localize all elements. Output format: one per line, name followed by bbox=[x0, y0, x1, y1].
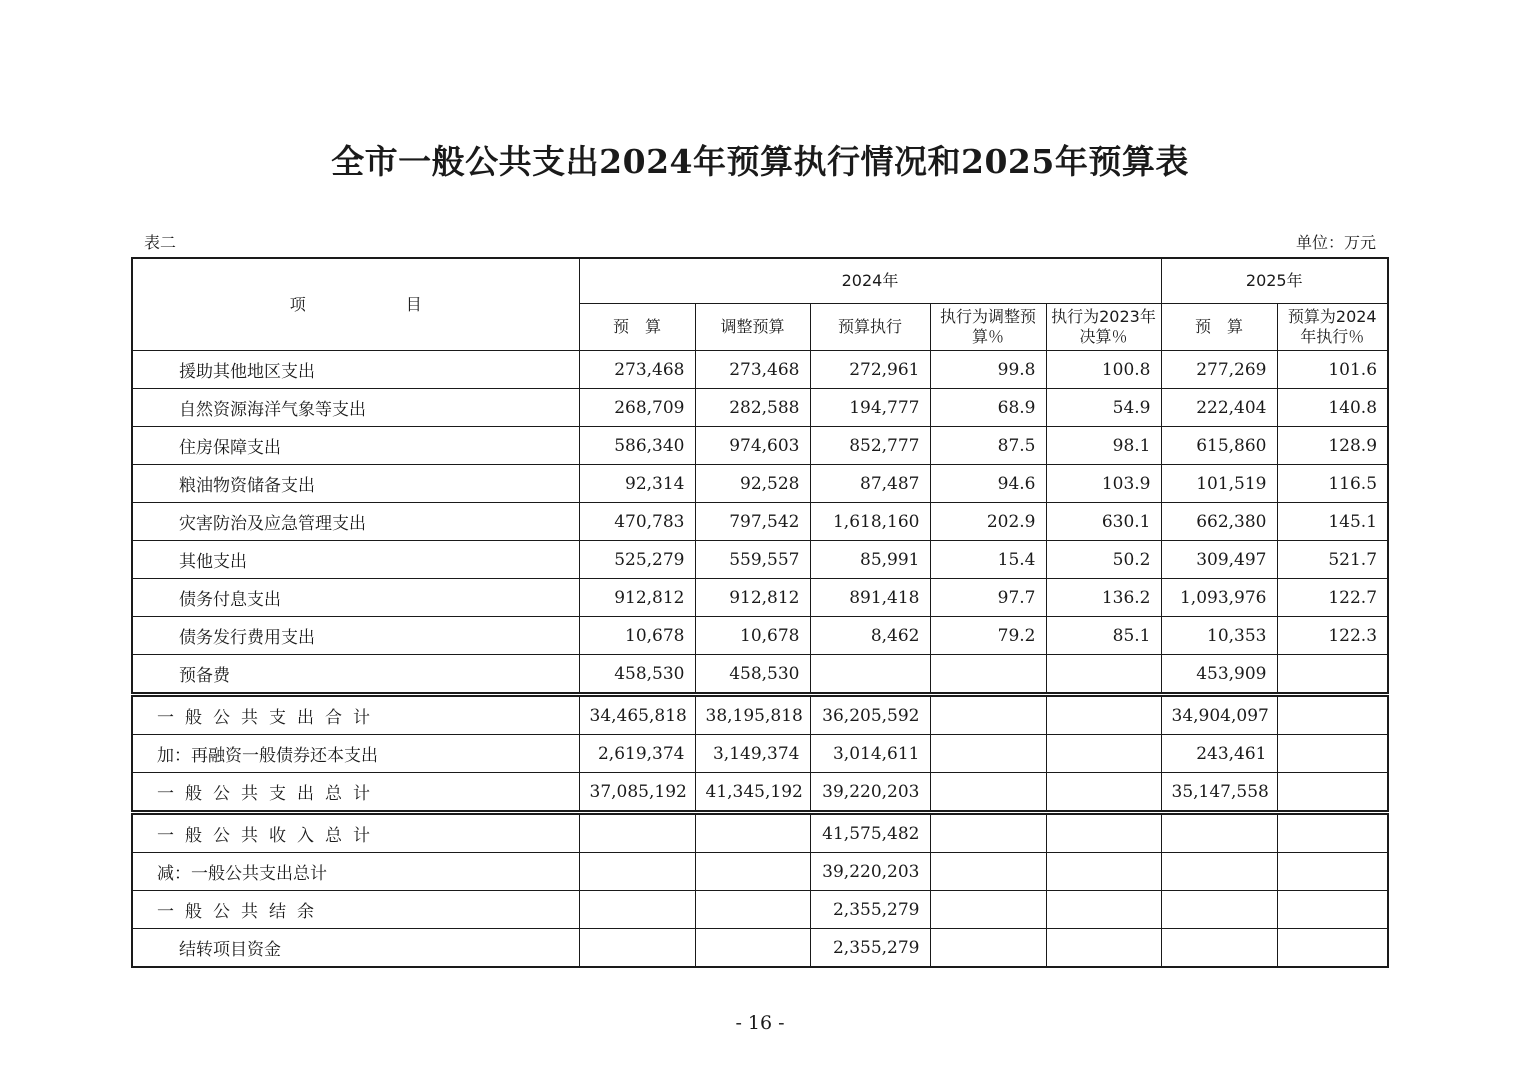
table-cell: 2,355,279 bbox=[810, 929, 930, 968]
table-cell bbox=[1046, 813, 1161, 853]
table-cell: 3,149,374 bbox=[695, 735, 810, 773]
row-label: 其他支出 bbox=[132, 541, 579, 579]
table-cell: 34,465,818 bbox=[579, 695, 695, 735]
table-cell: 1,618,160 bbox=[810, 503, 930, 541]
table-cell: 194,777 bbox=[810, 389, 930, 427]
table-cell: 79.2 bbox=[930, 617, 1046, 655]
table-cell bbox=[930, 655, 1046, 695]
table-cell: 630.1 bbox=[1046, 503, 1161, 541]
table-cell: 39,220,203 bbox=[810, 853, 930, 891]
table-cell: 662,380 bbox=[1161, 503, 1277, 541]
table-cell: 35,147,558 bbox=[1161, 773, 1277, 813]
table-cell bbox=[930, 813, 1046, 853]
table-cell: 797,542 bbox=[695, 503, 810, 541]
table-cell bbox=[1046, 735, 1161, 773]
row-label: 自然资源海洋气象等支出 bbox=[132, 389, 579, 427]
table-cell: 68.9 bbox=[930, 389, 1046, 427]
table-cell: 470,783 bbox=[579, 503, 695, 541]
row-label: 一般公共结余 bbox=[132, 891, 579, 929]
table-cell: 128.9 bbox=[1277, 427, 1388, 465]
item-header-part: 项 bbox=[289, 294, 306, 314]
table-cell bbox=[1277, 929, 1388, 968]
table-row bbox=[132, 773, 1388, 813]
row-label: 债务付息支出 bbox=[132, 579, 579, 617]
table-cell: 38,195,818 bbox=[695, 695, 810, 735]
table-cell: 54.9 bbox=[1046, 389, 1161, 427]
table-cell: 10,678 bbox=[695, 617, 810, 655]
table-cell: 222,404 bbox=[1161, 389, 1277, 427]
table-cell: 145.1 bbox=[1277, 503, 1388, 541]
table-cell bbox=[930, 773, 1046, 813]
table-cell: 586,340 bbox=[579, 427, 695, 465]
table-cell: 912,812 bbox=[695, 579, 810, 617]
column-header: 预算为2024年执行％ bbox=[1277, 304, 1388, 351]
table-cell bbox=[1277, 695, 1388, 735]
table-cell: 458,530 bbox=[695, 655, 810, 695]
column-header: 预 算 bbox=[579, 304, 695, 351]
table-cell bbox=[579, 853, 695, 891]
table-cell: 97.7 bbox=[930, 579, 1046, 617]
table-cell: 34,904,097 bbox=[1161, 695, 1277, 735]
table-cell: 101,519 bbox=[1161, 465, 1277, 503]
table-cell bbox=[1277, 891, 1388, 929]
unit-label: 单位：万元 bbox=[1295, 233, 1376, 252]
row-label: 粮油物资储备支出 bbox=[132, 465, 579, 503]
table-cell: 273,468 bbox=[579, 351, 695, 389]
table-cell bbox=[1161, 853, 1277, 891]
table-cell: 136.2 bbox=[1046, 579, 1161, 617]
table-cell bbox=[930, 853, 1046, 891]
table-cell: 615,860 bbox=[1161, 427, 1277, 465]
table-cell bbox=[1046, 773, 1161, 813]
table-cell bbox=[1277, 655, 1388, 695]
row-label: 住房保障支出 bbox=[132, 427, 579, 465]
table-cell bbox=[1046, 695, 1161, 735]
row-label: 预备费 bbox=[132, 655, 579, 695]
table-cell bbox=[579, 813, 695, 853]
table-row bbox=[132, 853, 1388, 891]
page-number: - 16 - bbox=[735, 1012, 785, 1034]
row-label: 减：一般公共支出总计 bbox=[132, 853, 579, 891]
table-row bbox=[132, 351, 1388, 389]
table-row bbox=[132, 695, 1388, 735]
group-header-2024: 2024年 bbox=[579, 258, 1161, 304]
row-label: 一般公共支出合计 bbox=[132, 695, 579, 735]
table-cell: 39,220,203 bbox=[810, 773, 930, 813]
table-cell: 50.2 bbox=[1046, 541, 1161, 579]
table-cell: 2,619,374 bbox=[579, 735, 695, 773]
table-cell bbox=[810, 655, 930, 695]
table-cell: 116.5 bbox=[1277, 465, 1388, 503]
table-cell: 87,487 bbox=[810, 465, 930, 503]
table-cell: 100.8 bbox=[1046, 351, 1161, 389]
table-cell: 974,603 bbox=[695, 427, 810, 465]
table-row bbox=[132, 891, 1388, 929]
table-row bbox=[132, 929, 1388, 968]
table-cell: 122.3 bbox=[1277, 617, 1388, 655]
table-cell: 282,588 bbox=[695, 389, 810, 427]
table-cell: 41,345,192 bbox=[695, 773, 810, 813]
table-cell bbox=[1161, 891, 1277, 929]
table-cell bbox=[1277, 773, 1388, 813]
table-cell bbox=[930, 929, 1046, 968]
row-label: 债务发行费用支出 bbox=[132, 617, 579, 655]
table-cell bbox=[1046, 655, 1161, 695]
table-cell bbox=[1277, 853, 1388, 891]
item-column-header bbox=[132, 258, 579, 351]
table-cell bbox=[695, 929, 810, 968]
table-cell: 912,812 bbox=[579, 579, 695, 617]
table-cell bbox=[1046, 929, 1161, 968]
table-row bbox=[132, 617, 1388, 655]
table-cell bbox=[930, 695, 1046, 735]
table-cell: 268,709 bbox=[579, 389, 695, 427]
row-label: 援助其他地区支出 bbox=[132, 351, 579, 389]
table-cell bbox=[930, 891, 1046, 929]
table-row bbox=[132, 427, 1388, 465]
table-cell bbox=[695, 853, 810, 891]
row-label: 结转项目资金 bbox=[132, 929, 579, 968]
table-cell: 243,461 bbox=[1161, 735, 1277, 773]
table-cell: 559,557 bbox=[695, 541, 810, 579]
table-cell: 41,575,482 bbox=[810, 813, 930, 853]
column-header: 调整预算 bbox=[695, 304, 810, 351]
table-row bbox=[132, 579, 1388, 617]
table-cell: 273,468 bbox=[695, 351, 810, 389]
table-cell bbox=[1046, 853, 1161, 891]
page-title: 全市一般公共支出2024年预算执行情况和2025年预算表 bbox=[331, 142, 1189, 181]
table-cell: 3,014,611 bbox=[810, 735, 930, 773]
table-cell: 37,085,192 bbox=[579, 773, 695, 813]
table-cell: 85,991 bbox=[810, 541, 930, 579]
table-cell bbox=[1277, 735, 1388, 773]
table-cell bbox=[1161, 813, 1277, 853]
table-cell: 453,909 bbox=[1161, 655, 1277, 695]
table-cell: 103.9 bbox=[1046, 465, 1161, 503]
table-cell: 85.1 bbox=[1046, 617, 1161, 655]
column-header: 预 算 bbox=[1161, 304, 1277, 351]
table-cell bbox=[1277, 813, 1388, 853]
item-header-part: 目 bbox=[405, 294, 422, 314]
table-cell: 92,314 bbox=[579, 465, 695, 503]
table-cell: 10,678 bbox=[579, 617, 695, 655]
table-cell: 99.8 bbox=[930, 351, 1046, 389]
column-header: 预算执行 bbox=[810, 304, 930, 351]
table-cell: 98.1 bbox=[1046, 427, 1161, 465]
table-cell: 272,961 bbox=[810, 351, 930, 389]
table-cell: 140.8 bbox=[1277, 389, 1388, 427]
table-row bbox=[132, 735, 1388, 773]
row-label: 灾害防治及应急管理支出 bbox=[132, 503, 579, 541]
table-cell: 309,497 bbox=[1161, 541, 1277, 579]
table-label: 表二 bbox=[144, 233, 177, 252]
table-cell: 521.7 bbox=[1277, 541, 1388, 579]
table-cell: 525,279 bbox=[579, 541, 695, 579]
table-body bbox=[132, 351, 1388, 968]
column-header: 执行为2023年决算％ bbox=[1046, 304, 1161, 351]
table-cell bbox=[1161, 929, 1277, 968]
table-row bbox=[132, 541, 1388, 579]
row-label: 一般公共收入总计 bbox=[132, 813, 579, 853]
table-cell bbox=[1046, 891, 1161, 929]
table-cell: 10,353 bbox=[1161, 617, 1277, 655]
table-cell: 458,530 bbox=[579, 655, 695, 695]
table-cell bbox=[695, 813, 810, 853]
table-cell: 891,418 bbox=[810, 579, 930, 617]
table-cell: 1,093,976 bbox=[1161, 579, 1277, 617]
table-row bbox=[132, 813, 1388, 853]
table-cell: 36,205,592 bbox=[810, 695, 930, 735]
table-row bbox=[132, 655, 1388, 695]
row-label: 一般公共支出总计 bbox=[132, 773, 579, 813]
table-cell bbox=[930, 735, 1046, 773]
table-cell: 852,777 bbox=[810, 427, 930, 465]
table-cell: 122.7 bbox=[1277, 579, 1388, 617]
table-cell: 92,528 bbox=[695, 465, 810, 503]
table-row bbox=[132, 465, 1388, 503]
table-cell: 8,462 bbox=[810, 617, 930, 655]
table-row bbox=[132, 503, 1388, 541]
table-cell: 87.5 bbox=[930, 427, 1046, 465]
table-cell: 202.9 bbox=[930, 503, 1046, 541]
row-label: 加：再融资一般债券还本支出 bbox=[132, 735, 579, 773]
table-cell: 15.4 bbox=[930, 541, 1046, 579]
budget-table bbox=[131, 257, 1389, 968]
table-cell: 2,355,279 bbox=[810, 891, 930, 929]
group-header-2025: 2025年 bbox=[1161, 258, 1388, 304]
table-cell: 94.6 bbox=[930, 465, 1046, 503]
table-cell: 277,269 bbox=[1161, 351, 1277, 389]
table-cell bbox=[579, 929, 695, 968]
table-cell: 101.6 bbox=[1277, 351, 1388, 389]
table-row bbox=[132, 389, 1388, 427]
table-cell bbox=[695, 891, 810, 929]
column-header: 执行为调整预算％ bbox=[930, 304, 1046, 351]
table-header bbox=[132, 258, 1388, 351]
table-cell bbox=[579, 891, 695, 929]
